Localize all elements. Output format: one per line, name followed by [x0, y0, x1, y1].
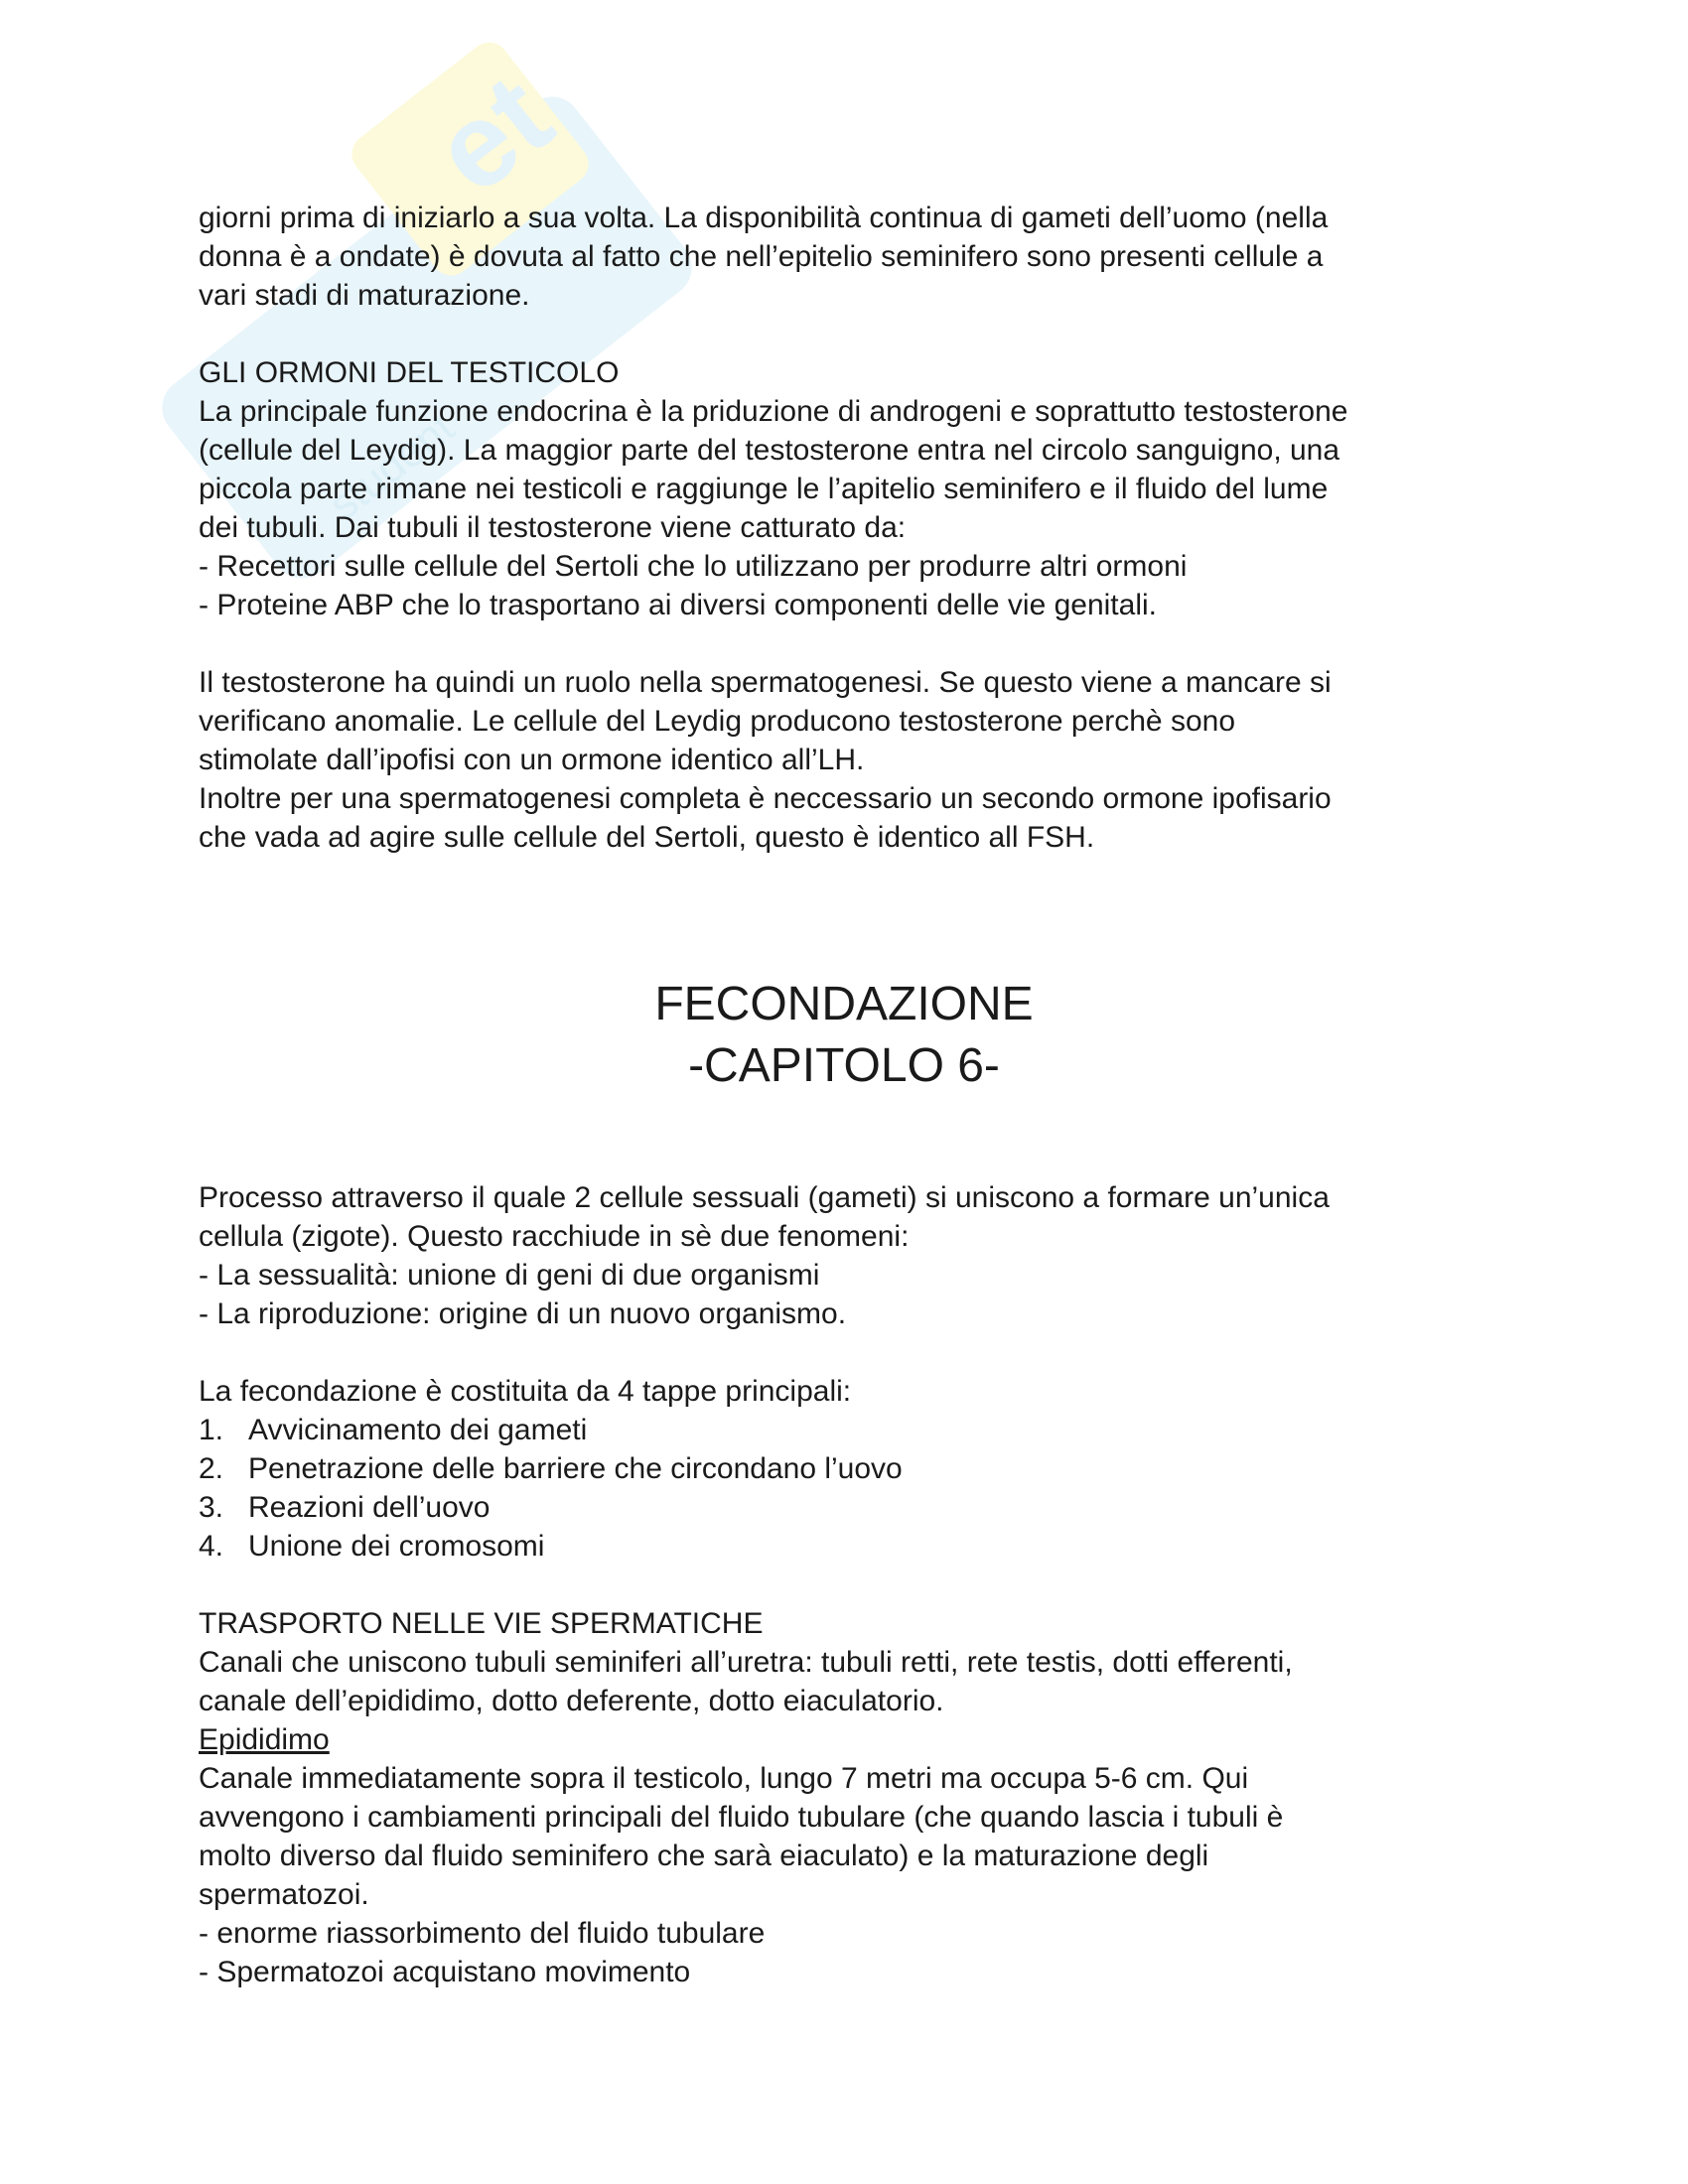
text-line: molto diverso dal fluido seminifero che sarà eiaculato) e la maturazione degli: [199, 1840, 1209, 1872]
fecondazione-paragraph: [199, 1178, 1509, 1333]
text-line: donna è a ondate) è dovuta al fatto che nell’epitelio seminifero sono presenti cellule a: [199, 240, 1324, 273]
page-content: [199, 199, 1509, 1991]
chapter-title: FECONDAZIONE: [654, 978, 1034, 1030]
section-heading-trasporto: TRASPORTO NELLE VIE SPERMATICHE: [199, 1607, 764, 1640]
steps-intro: La fecondazione è costituita da 4 tappe principali:: [199, 1375, 852, 1408]
list-number: 3.: [199, 1491, 224, 1524]
subheading-text: Epididimo: [199, 1723, 330, 1756]
list-item: - enorme riassorbimento del fluido tubulare: [199, 1917, 766, 1950]
text-line: dei tubuli. Dai tubuli il testosterone viene catturato da:: [199, 511, 907, 544]
list-item: [199, 1527, 1509, 1566]
trasporto-paragraph: [199, 1643, 1509, 1720]
list-item: - La riproduzione: origine di un nuovo organismo.: [199, 1297, 847, 1330]
text-line: Inoltre per una spermatogenesi completa è neccessario un secondo ormone ipofisario: [199, 782, 1332, 815]
text-line: (cellule del Leydig). La maggior parte del testosterone entra nel circolo sanguigno, una: [199, 434, 1340, 467]
text-line: stimolate dall’ipofisi con un ormone identico all’LH.: [199, 744, 865, 776]
list-item: - Spermatozoi acquistano movimento: [199, 1956, 691, 1988]
ormoni-paragraph-2: [199, 663, 1509, 857]
steps-list: [199, 1411, 1509, 1566]
chapter-subtitle: -CAPITOLO 6-: [688, 1039, 1000, 1092]
text-line: La principale funzione endocrina è la priduzione di androgeni e soprattutto testosterone: [199, 395, 1348, 428]
text-line: Il testosterone ha quindi un ruolo nella spermatogenesi. Se questo viene a mancare si: [199, 666, 1332, 699]
text-line: giorni prima di iniziarlo a sua volta. La disponibilità continua di gameti dell’uomo (nella: [199, 202, 1329, 234]
list-number: 1.: [199, 1414, 224, 1446]
list-item: [199, 1411, 1509, 1449]
list-number: 2.: [199, 1452, 224, 1485]
list-item: - La sessualità: unione di geni di due organismi: [199, 1259, 820, 1292]
text-line: piccola parte rimane nei testicoli e raggiunge le l’apitelio seminifero e il fluido del lume: [199, 473, 1329, 505]
text-line: Processo attraverso il quale 2 cellule sessuali (gameti) si uniscono a formare un’unica: [199, 1181, 1330, 1214]
list-item: - Proteine ABP che lo trasportano ai diversi componenti delle vie genitali.: [199, 589, 1157, 621]
intro-paragraph: [199, 199, 1509, 315]
list-text: Reazioni dell’uovo: [248, 1491, 491, 1524]
text-line: canale dell’epididimo, dotto deferente, dotto eiaculatorio.: [199, 1685, 944, 1717]
list-item: [199, 1488, 1509, 1527]
list-item: [199, 1449, 1509, 1488]
section-heading-ormoni: GLI ORMONI DEL TESTICOLO: [199, 356, 620, 389]
text-line: verificano anomalie. Le cellule del Leydig producono testosterone perchè sono: [199, 705, 1236, 738]
epididimo-paragraph: [199, 1759, 1509, 1991]
list-text: Avvicinamento dei gameti: [248, 1414, 588, 1446]
text-line: cellula (zigote). Questo racchiude in sè due fenomeni:: [199, 1220, 910, 1253]
list-text: Penetrazione delle barriere che circondano l’uovo: [248, 1452, 903, 1485]
text-line: che vada ad agire sulle cellule del Sertoli, questo è identico all FSH.: [199, 821, 1095, 854]
subheading-epididimo: [199, 1720, 1509, 1759]
text-line: Canali che uniscono tubuli seminiferi all’uretra: tubuli retti, rete testis, dotti efferenti,: [199, 1646, 1293, 1679]
watermark-text: et: [409, 49, 576, 219]
text-line: avvengono i cambiamenti principali del fluido tubulare (che quando lascia i tubuli è: [199, 1801, 1284, 1834]
list-text: Unione dei cromosomi: [248, 1530, 545, 1563]
text-line: spermatozoi.: [199, 1878, 369, 1911]
list-number: 4.: [199, 1530, 224, 1563]
ormoni-paragraph: [199, 392, 1509, 624]
text-line: vari stadi di maturazione.: [199, 279, 530, 312]
watermark-subtext: student: [320, 403, 464, 530]
text-line: Canale immediatamente sopra il testicolo, lungo 7 metri ma occupa 5-6 cm. Qui: [199, 1762, 1249, 1795]
list-item: - Recettori sulle cellule del Sertoli che lo utilizzano per produrre altri ormoni: [199, 550, 1188, 583]
